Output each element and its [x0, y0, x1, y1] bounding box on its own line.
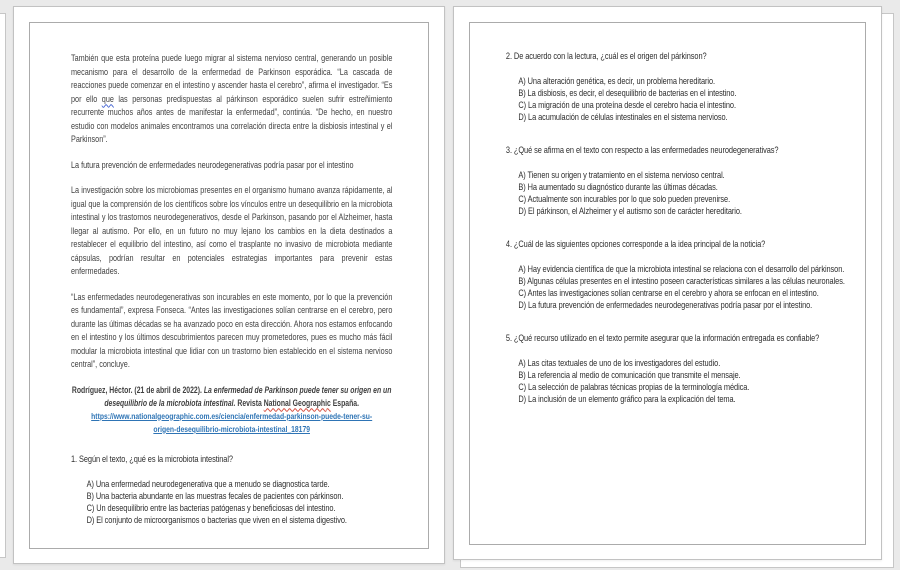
question-4-option-d: D) La futura prevención de enfermedades neurodegenerativas podría pasar por el intestino. [518, 300, 813, 311]
document-page-1[interactable] [13, 6, 445, 564]
question-1-option-a: A) Una enfermedad neurodegenerativa que a menudo se diagnostica tarde. [86, 478, 330, 490]
question-4-option-a: A) Hay evidencia científica de que la microbiota intestinal se relaciona con el desarrollo del párkinson. [518, 264, 845, 275]
question-4-option-c: C) Antes las investigaciones solían centrarse en el cerebro y ahora se enfocan en el intestino. [518, 288, 819, 299]
spellcheck-flagged-magazine-name: National Geographic [263, 397, 331, 408]
question-2: 2. De acuerdo con la lectura, ¿cuál es el origen del párkinson? [505, 51, 707, 62]
article-paragraph-1 [71, 52, 392, 147]
article-paragraph-3: “Las enfermedades neurodegenerativas son incurables en este momento, por lo que la prevención es fundamental”, expresa Fonseca. “Antes las investigaciones solían centrarse en el cerebro, pero durante las últimas décadas se ha avanzado poco en esta dirección. Ahora nos estamos enfocando en el intestino y los últimos descubrimientos parecen muy prometedores, pues es mucho más fácil modular la microbiota intestinal que lidiar con un trastorno bien establecido en el sistema nervioso central”, concluye. [71, 291, 393, 369]
question-3-option-d: D) El párkinson, el Alzheimer y el autismo son de carácter hereditario. [518, 206, 742, 217]
grammar-flagged-word: que [101, 93, 114, 104]
question-1-options [87, 479, 393, 527]
paragraph-1-text-cont: las personas predispuestas al párkinson esporádico suelen sufrir estreñimiento recurrente muchos años antes de manifestar la enfermedad”, continúa. “De hecho, en nuestro estudio con modelos animales encontramos una correlación directa entre la disbiosis intestinal y el Parkinson”. [71, 93, 393, 144]
citation-suffix: España. [330, 397, 360, 408]
question-4-options [518, 264, 847, 312]
question-2-option-a: A) Una alteración genética, es decir, un problema hereditario. [518, 76, 715, 87]
question-5-option-c: C) La selección de palabras técnicas propias de la terminología médica. [518, 382, 750, 393]
article-subheading: La futura prevención de enfermedades neurodegenerativas podría pasar por el intestino [71, 159, 354, 170]
question-1: 1. Según el texto, ¿qué es la microbiota intestinal? [71, 453, 233, 465]
question-5-option-b: B) La referencia al medio de comunicación que transmite el mensaje. [518, 370, 741, 381]
question-2-options [518, 76, 847, 124]
question-3: 3. ¿Qué se afirma en el texto con respecto a las enfermedades neurodegenerativas? [505, 145, 779, 156]
paragraph-1-text: También que esta proteína puede luego migrar al sistema nervioso central, generando un posible mecanismo para el desarrollo de la enfermedad de Parkinson esporádica. “La cascada de reacciones puede comenzar en el intestino y ascender hasta el cerebro”, afirma el investigador. “Es por ello [71, 53, 393, 104]
question-3-option-b: B) Ha aumentado su diagnóstico durante las últimas décadas. [518, 182, 718, 193]
question-5: 5. ¿Qué recurso utilizado en el texto permite asegurar que la información entregada es confiable? [505, 333, 820, 344]
question-4: 4. ¿Cuál de las siguientes opciones corresponde a la idea principal de la noticia? [505, 239, 766, 250]
citation-author-date: Rodríguez, Héctor. (21 de abril de 2022). [71, 384, 204, 395]
question-2-option-b: B) La disbiosis, es decir, el desequilibrio de bacterias en el intestino. [518, 88, 737, 99]
question-5-options [518, 358, 847, 406]
question-5-option-a: A) Las citas textuales de uno de los investigadores del estudio. [518, 358, 721, 369]
question-3-option-c: C) Actualmente son incurables por lo que solo pueden prevenirse. [518, 194, 731, 205]
question-4-option-b: B) Algunas células presentes en el intestino poseen características similares a las células neuronales. [518, 276, 845, 287]
question-1-option-b: B) Una bacteria abundante en las muestras fecales de pacientes con párkinson. [86, 490, 344, 502]
citation-article-title: La enfermedad de Parkinson puede tener su origen en un desequilibrio de la microbiota intestinal. [104, 384, 392, 408]
question-3-option-a: A) Tienen su origen y tratamiento en el sistema nervioso central. [518, 170, 725, 181]
question-3-options [518, 170, 847, 218]
document-page-2[interactable] [453, 6, 882, 560]
source-citation [71, 384, 392, 436]
citation-revista-label: Revista [235, 397, 264, 408]
question-5-option-d: D) La inclusión de un elemento gráfico para la explicación del tema. [518, 394, 736, 405]
question-2-option-c: C) La migración de una proteína desde el cerebro hacia el intestino. [518, 100, 736, 111]
question-2-option-d: D) La acumulación de células intestinales en el sistema nervioso. [518, 112, 728, 123]
article-paragraph-2: La investigación sobre los microbiomas presentes en el organismo humano avanza rápidamente, al igual que la comprensión de los científicos sobre los vínculos entre un desequilibrio en la microbiota intestinal y los trastornos neurodegenerativos, desde el Parkinson, pasando por el Alzheimer, hasta llegar al autismo. Por ello, en un futuro no muy lejano los cambios en la dieta destinados a restablecer el equilibrio del intestino, así como el trasplante no invasivo de microbiota mediante cápsulas, podrían resultar en potenciales estrategias importantes para prevenir estas enfermedades. [71, 185, 393, 276]
previous-page-edge [0, 13, 6, 558]
question-1-option-d: D) El conjunto de microorganismos o bacterias que viven en el sistema digestivo. [86, 514, 347, 526]
source-hyperlink-line-2[interactable]: origen-desequilibrio-microbiota-intestinal_18179 [153, 423, 310, 434]
source-hyperlink-line-1[interactable]: https://www.nationalgeographic.com.es/ciencia/enfermedad-parkinson-puede-tener-su- [91, 410, 373, 421]
question-1-option-c: C) Un desequilibrio entre las bacterias patógenas y beneficiosas del intestino. [86, 502, 336, 514]
